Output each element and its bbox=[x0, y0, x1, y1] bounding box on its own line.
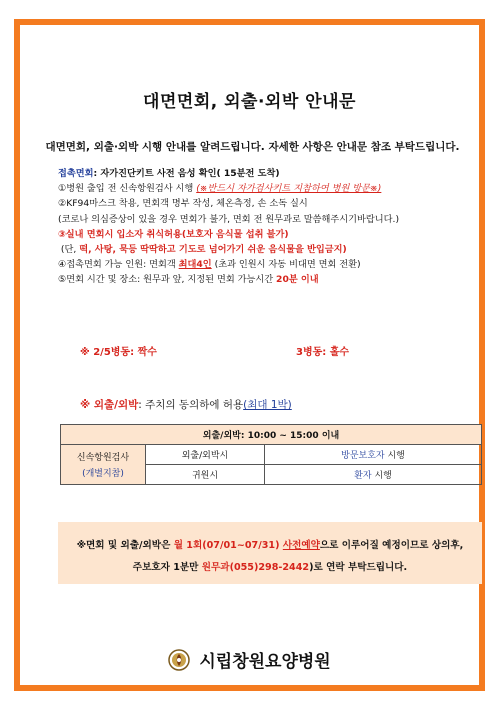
rule-7-suffix: (초과 인원시 자동 비대면 면회 전환) bbox=[214, 259, 361, 271]
rule-line-6 bbox=[58, 242, 478, 257]
notice-line-2 bbox=[58, 559, 482, 573]
rule-6-text: 떡, 사탕, 묵등 딱딱하고 기도로 넘어가기 쉬운 음식물을 반입금지) bbox=[79, 244, 347, 256]
rule-8-prefix: ⑤면회 시간 및 장소: 원무과 앞, 지정된 면회 가능시간 bbox=[58, 274, 274, 286]
notice-1b: 월 1회(07/01~07/31) bbox=[173, 540, 280, 551]
notice-line-1 bbox=[58, 537, 482, 551]
rule-line-2 bbox=[58, 181, 478, 196]
outing-text: : 주치의 동의하에 허용 bbox=[138, 399, 244, 411]
rule-line-4: (코로나 의심증상이 있을 경우 면회가 불가, 면회 전 원무과로 말씀해주시기바랍니다.) bbox=[58, 213, 400, 225]
table-cell-return: 귀원시 bbox=[146, 465, 265, 485]
contact-visit-text: : 자가진단키트 사전 음성 확인( 15분전 도착) bbox=[93, 168, 280, 179]
rule-6-prefix: (단, bbox=[60, 244, 77, 256]
table-header-row bbox=[61, 425, 482, 445]
visit-rules bbox=[58, 166, 478, 288]
table-cell-outing: 외출/외박시 bbox=[146, 445, 265, 465]
intro-text: 대면면회, 외출·외박 시행 안내를 알려드립니다. 자세한 사항은 안내문 참조 부탁드립니다. bbox=[45, 141, 460, 153]
contact-visit-label: 접촉면회 bbox=[58, 168, 94, 179]
notice-2c: )로 연락 부탁드립니다. bbox=[309, 562, 408, 573]
rule-line-8 bbox=[58, 272, 478, 287]
document-frame bbox=[14, 19, 485, 691]
rule-line-5: ③실내 면회시 입소자 취식허용(보호자 음식물 섭취 불가) bbox=[58, 228, 289, 240]
outing-test-target: 방문보호자 bbox=[341, 451, 385, 461]
rule-8-highlight: 20분 이내 bbox=[276, 274, 319, 286]
ward-odd: 3병동: 홀수 bbox=[296, 347, 350, 358]
outing-line bbox=[80, 397, 292, 412]
notice-2b: 원무과(055)298-2442 bbox=[201, 562, 310, 573]
hospital-name: 시립창원요양병원 bbox=[199, 652, 331, 672]
notice-1a: ※면회 및 외출/외박은 bbox=[76, 540, 171, 551]
outing-label: ※ 외출/외박 bbox=[80, 399, 139, 411]
rowhead-line-1: 신속항원검사 bbox=[76, 453, 130, 463]
table-rowhead bbox=[61, 445, 146, 485]
table-cell-return-test bbox=[265, 465, 482, 485]
rowhead-line-2: (개별지참) bbox=[82, 469, 124, 479]
rule-line-1 bbox=[58, 166, 478, 181]
outing-test-action: 시행 bbox=[387, 451, 405, 461]
rule-7-prefix: ④접촉면회 가능 인원: 면회객 bbox=[58, 259, 176, 271]
rule-7-highlight: 최대4인 bbox=[178, 259, 212, 271]
hospital-emblem-icon bbox=[168, 649, 190, 671]
notice-1c: 사전예약 bbox=[282, 540, 320, 551]
rule-2-text: ①병원 출입 전 신속항원검사 시행 bbox=[58, 183, 194, 195]
hospital-signature bbox=[20, 647, 479, 672]
table-cell-outing-test bbox=[265, 445, 482, 465]
document-title: 대면면회, 외출·외박 안내문 bbox=[143, 92, 356, 112]
return-test-target: 환자 bbox=[354, 471, 372, 481]
table-header: 외출/외박: 10:00 ~ 15:00 이내 bbox=[61, 425, 482, 445]
rule-line-3: ②KF94마스크 착용, 면회객 명부 작성, 체온측정, 손 소독 실시 bbox=[58, 198, 308, 210]
return-test-action: 시행 bbox=[374, 471, 392, 481]
outing-highlight: (최대 1박) bbox=[243, 399, 292, 411]
notice-2a: 주보호자 1분만 bbox=[132, 562, 199, 573]
ward-even: ※ 2/5병동: 짝수 bbox=[80, 347, 157, 358]
outing-table bbox=[60, 424, 482, 485]
table-row bbox=[61, 445, 482, 465]
notice-1d: 으로 이루어질 예정이므로 상의후, bbox=[319, 540, 464, 551]
rule-2-note: (※반드시 자가검사키트 지참하여 병원 방문※) bbox=[196, 183, 382, 195]
rule-line-7 bbox=[58, 257, 478, 272]
notice-box bbox=[58, 522, 482, 584]
